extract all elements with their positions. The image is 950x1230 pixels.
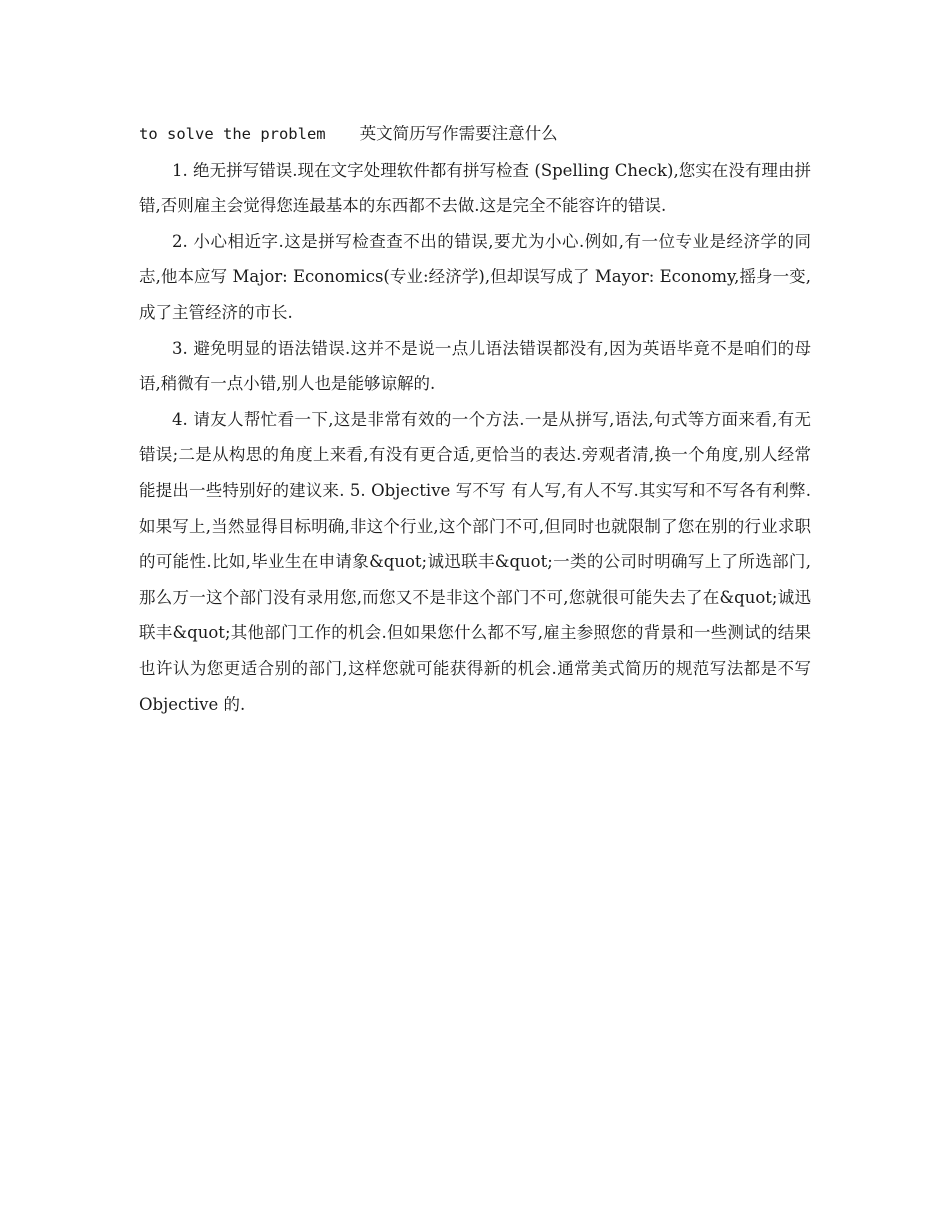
paragraph-1: 1. 绝无拼写错误.现在文字处理软件都有拼写检查 (Spelling Check),您实在没有理由拼错,否则雇主会觉得您连最基本的东西都不去做.这是完全不能容许的错误. bbox=[139, 160, 811, 216]
paragraph-4: 4. 请友人帮忙看一下,这是非常有效的一个方法.一是从拼写,语法,句式等方面来看,有无错误;二是从构思的角度上来看,有没有更合适,更恰当的表达.旁观者清,换一个角度,别人经常能提出一些特别好的建议来. 5. Objective 写不写 有人写,有人不写.其实写和不写各有利弊.如果写上,当然显得目标明确,非这个行业,这个部门不可,但同时也就限制了您在别的行业求职的可能性.比如,毕业生在申请象&quot;诚迅联丰&quot;一类的公司时明确写上了所选部门,那么万一这个部门没有录用您,而您又不是非这个部门不可,您就很可能失去了在&quot;诚迅联丰&quot;其他部门工作的机会.但如果您什么都不写,雇主参照您的背景和一些测试的结果也许认为您更适合别的部门,这样您就可能获得新的机会.通常美式简历的规范写法都是不写 Objective 的. bbox=[139, 409, 811, 714]
paragraph-3: 3. 避免明显的语法错误.这并不是说一点儿语法错误都没有,因为英语毕竟不是咱们的母语,稍微有一点小错,别人也是能够谅解的. bbox=[139, 338, 811, 394]
paragraph-2: 2. 小心相近字.这是拼写检查查不出的错误,要尤为小心.例如,有一位专业是经济学的同志,他本应写 Major: Economics(专业:经济学),但却误写成了 Mayor: Economy,摇身一变,成了主管经济的市长. bbox=[139, 231, 811, 322]
document-title: 英文简历写作需要注意什么 bbox=[359, 124, 558, 143]
document-body bbox=[139, 116, 811, 722]
lead-line bbox=[139, 116, 811, 153]
lead-english-fragment: to solve the problem bbox=[139, 125, 326, 143]
